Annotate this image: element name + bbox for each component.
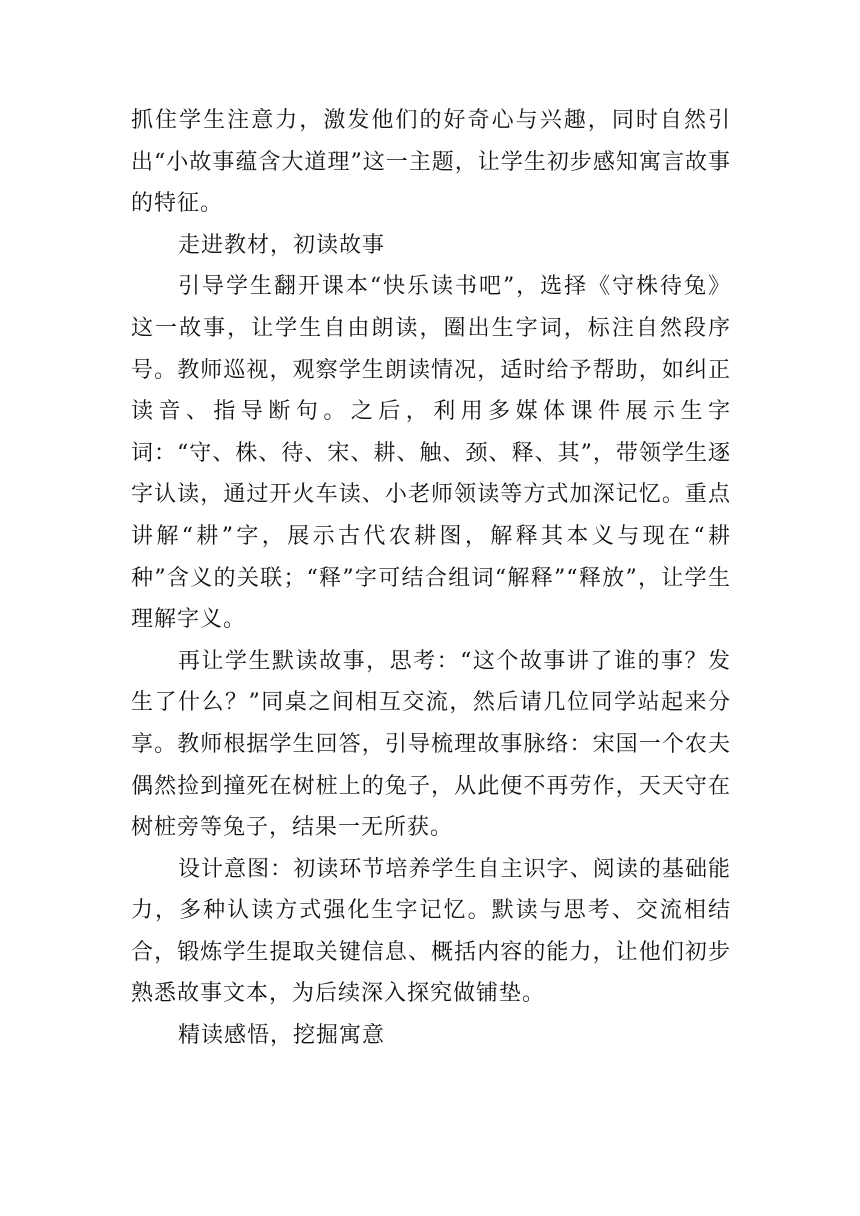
paragraph-intro-continuation: 抓住学生注意力，激发他们的好奇心与兴趣，同时自然引出“小故事蕴含大道理”这一主题，让学生初步感知寓言故事的特征。 (131, 108, 731, 217)
section-heading-close-reading: 精读感悟，挖掘寓意 (178, 1023, 386, 1049)
paragraph-silent-reading: 再让学生默读故事，思考：“这个故事讲了谁的事？发生了什么？”同桌之间相互交流，然后请几位同学站起来分享。教师根据学生回答，引导梳理故事脉络：宋国一个农夫偶然捡到撞死在树桩上的兔子，从此便不再劳作，天天守在树桩旁等兔子，结果一无所获。 (131, 648, 731, 841)
document-body (131, 100, 731, 1057)
section-heading-first-reading: 走进教材，初读故事 (178, 232, 386, 258)
paragraph-design-intent: 设计意图：初读环节培养学生自主识字、阅读的基础能力，多种认读方式强化生字记忆。默读与思考、交流相结合，锻炼学生提取关键信息、概括内容的能力，让他们初步熟悉故事文本，为后续深入探究做铺垫。 (131, 856, 731, 1007)
paragraph-first-reading-guidance: 引导学生翻开课本“快乐读书吧”，选择《守株待兔》这一故事，让学生自由朗读，圈出生字词，标注自然段序号。教师巡视，观察学生朗读情况，适时给予帮助，如纠正读音、指导断句。之后，利用多媒体课件展示生字词：“守、株、待、宋、耕、触、颈、释、其”，带领学生逐字认读，通过开火车读、小老师领读等方式加深记忆。重点讲解“耕”字，展示古代农耕图，解释其本义与现在“耕种”含义的关联；“释”字可结合组词“解释”“释放”，让学生理解字义。 (131, 274, 731, 633)
